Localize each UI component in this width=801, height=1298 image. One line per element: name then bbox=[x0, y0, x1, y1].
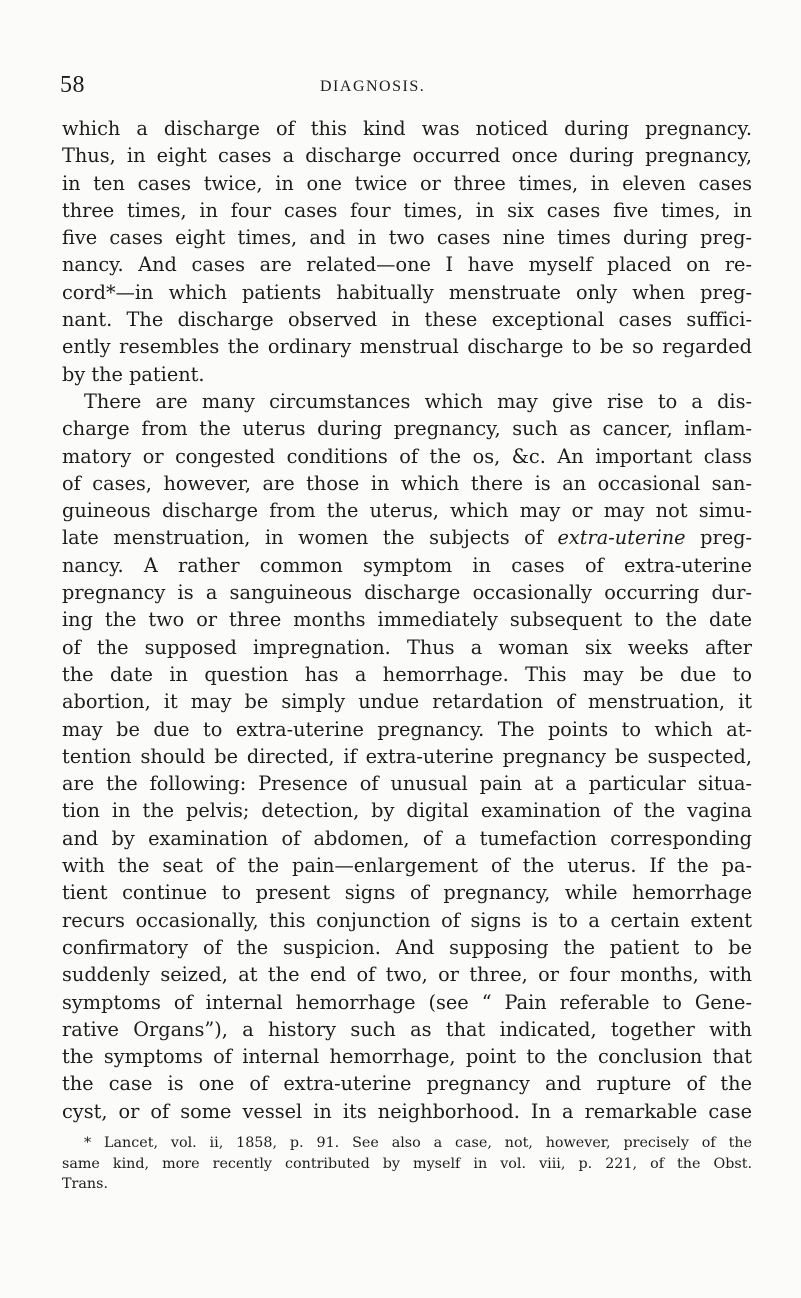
text-line: guineous discharge from the uterus, which may or may not simu- bbox=[62, 499, 752, 523]
text-line: charge from the uterus during pregnancy, such as cancer, inflam- bbox=[62, 417, 752, 441]
text-line: by the patient. bbox=[62, 362, 205, 386]
text-line: cyst, or of some vessel in its neighborhood. In a remarkable case bbox=[62, 1099, 752, 1123]
footnote-line: Trans. bbox=[62, 1176, 108, 1192]
page-header bbox=[60, 72, 750, 102]
line-text-pre: late menstruation, in women the subjects of bbox=[62, 526, 558, 550]
text-line: nant. The discharge observed in these exceptional cases suffici- bbox=[62, 308, 752, 332]
text-line: ently resembles the ordinary menstrual discharge to be so regarded bbox=[62, 335, 752, 359]
text-line: pregnancy is a sanguineous discharge occasionally occurring dur- bbox=[62, 581, 752, 605]
text-line: suddenly seized, at the end of two, or three, or four months, with bbox=[62, 963, 752, 987]
text-line: matory or congested conditions of the os, &c. An important class bbox=[62, 444, 752, 468]
paragraph-start-line: There are many circumstances which may give rise to a dis- bbox=[84, 389, 752, 413]
line-text-post: preg- bbox=[685, 526, 752, 550]
text-line: nancy. And cases are related—one I have myself placed on re- bbox=[62, 253, 752, 277]
text-line-with-italic bbox=[62, 524, 752, 551]
text-line: of the supposed impregnation. Thus a woman six weeks after bbox=[62, 635, 752, 659]
text-line: may be due to extra-uterine pregnancy. The points to which at- bbox=[62, 717, 752, 741]
text-line: symptoms of internal hemorrhage (see “ Pain referable to Gene- bbox=[62, 990, 752, 1014]
text-line: ing the two or three months immediately subsequent to the date bbox=[62, 608, 752, 632]
text-line: recurs occasionally, this conjunction of signs is to a certain extent bbox=[62, 908, 752, 932]
text-line: the case is one of extra-uterine pregnancy and rupture of the bbox=[62, 1072, 752, 1096]
text-line: and by examination of abdomen, of a tumefaction corresponding bbox=[62, 826, 752, 850]
text-line: which a discharge of this kind was noticed during pregnancy. bbox=[62, 117, 752, 140]
text-line: nancy. A rather common symptom in cases of extra-uterine bbox=[62, 553, 752, 577]
footnote bbox=[62, 1133, 752, 1195]
body-text bbox=[62, 115, 752, 1125]
running-head: DIAGNOSIS. bbox=[320, 78, 426, 95]
text-line: rative Organs”), a history such as that indicated, together with bbox=[62, 1017, 752, 1041]
italic-term: extra-uterine bbox=[557, 526, 686, 550]
text-line: are the following: Presence of unusual pain at a particular situa- bbox=[62, 772, 752, 796]
text-line: tion in the pelvis; detection, by digital examination of the vagina bbox=[62, 799, 752, 823]
text-line: tient continue to present signs of pregnancy, while hemorrhage bbox=[62, 881, 752, 905]
text-line: three times, in four cases four times, in six cases five times, in bbox=[62, 198, 752, 222]
text-line: in ten cases twice, in one twice or three times, in eleven cases bbox=[62, 171, 752, 195]
text-line: confirmatory of the suspicion. And supposing the patient to be bbox=[62, 935, 752, 959]
text-line: cord*—in which patients habitually menstruate only when preg- bbox=[62, 280, 752, 304]
text-line: with the seat of the pain—enlargement of the uterus. If the pa- bbox=[62, 854, 752, 878]
footnote-line: * Lancet, vol. ii, 1858, p. 91. See also a case, not, however, precisely of the bbox=[84, 1135, 752, 1151]
text-line: the date in question has a hemorrhage. This may be due to bbox=[62, 662, 752, 686]
footnote-line: same kind, more recently contributed by myself in vol. viii, p. 221, of the Obst. bbox=[62, 1155, 752, 1172]
text-line: the symptoms of internal hemorrhage, point to the conclusion that bbox=[62, 1045, 752, 1069]
text-line: tention should be directed, if extra-uterine pregnancy be suspected, bbox=[62, 744, 752, 768]
text-line: abortion, it may be simply undue retardation of menstruation, it bbox=[62, 690, 752, 714]
text-line: five cases eight times, and in two cases nine times during preg- bbox=[62, 226, 752, 250]
page-number: 58 bbox=[60, 72, 85, 98]
text-line: Thus, in eight cases a discharge occurred once during pregnancy, bbox=[62, 144, 752, 168]
text-line: of cases, however, are those in which there is an occasional san- bbox=[62, 471, 752, 495]
